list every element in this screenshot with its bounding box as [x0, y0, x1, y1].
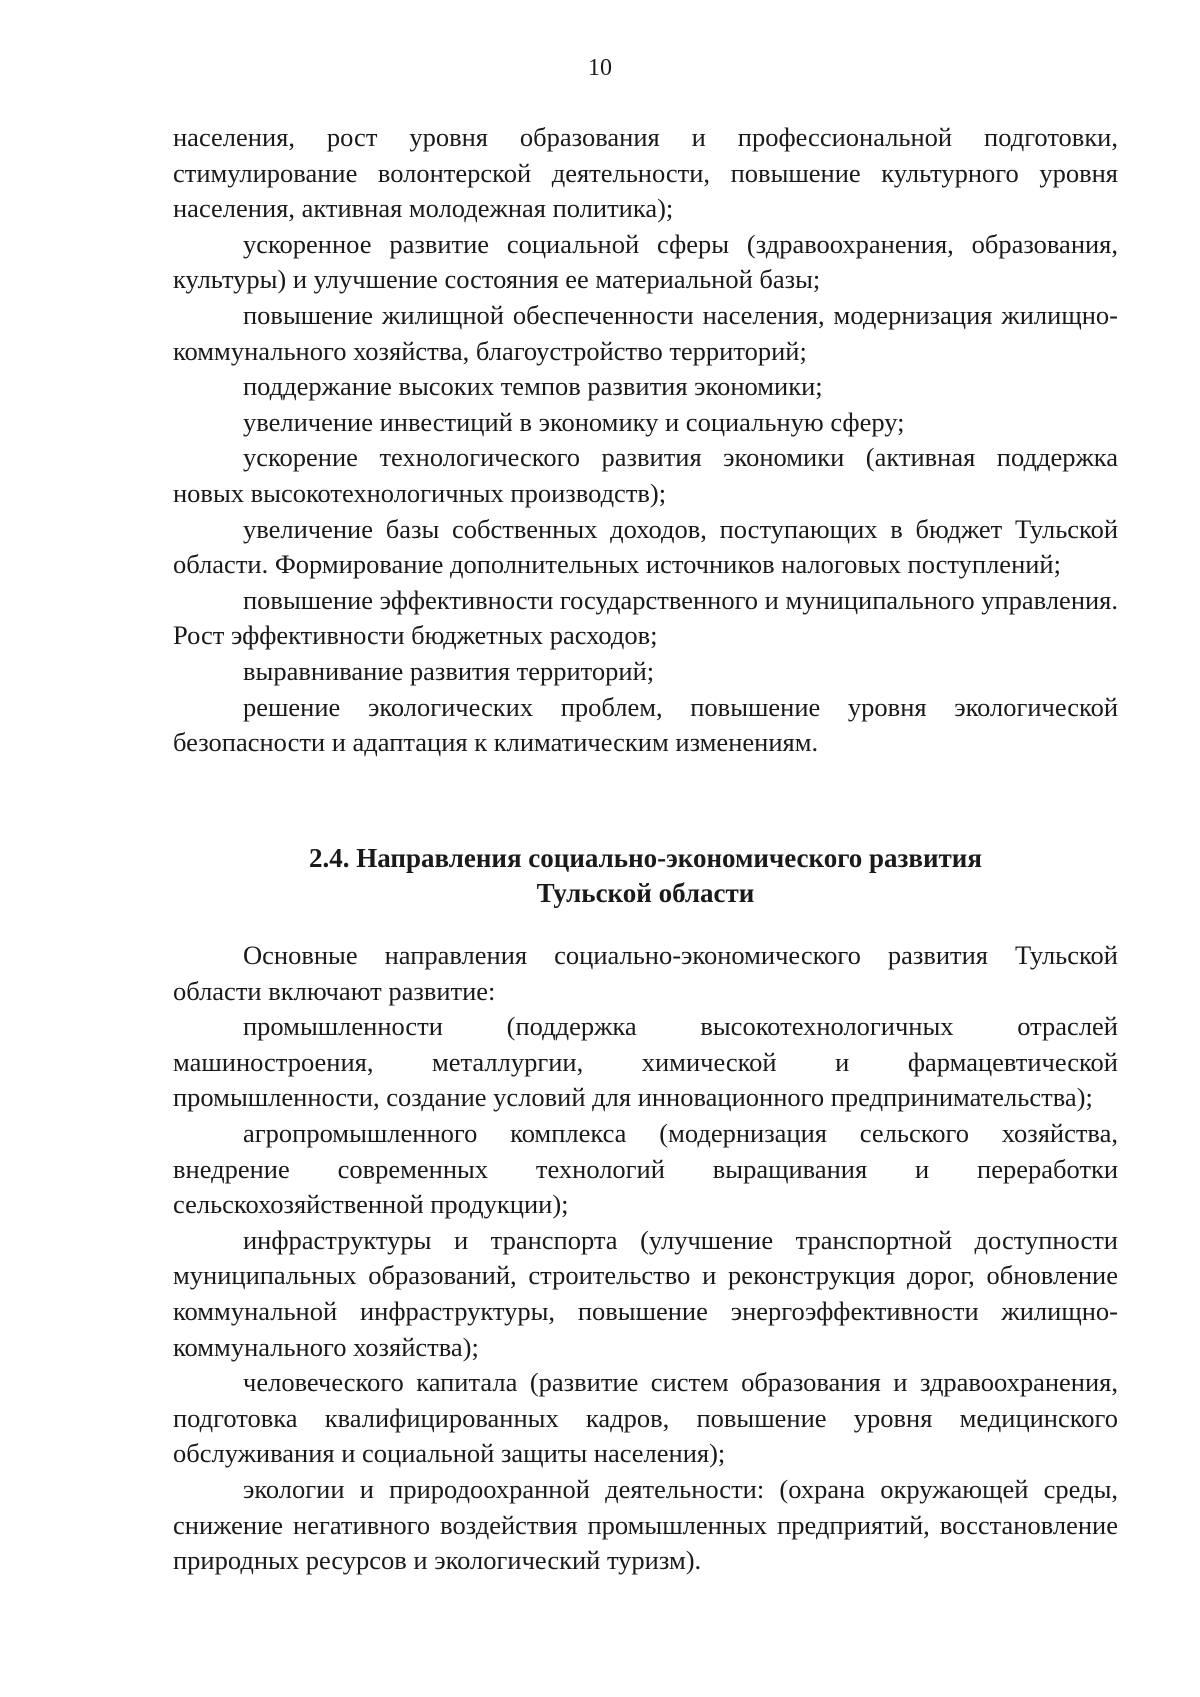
paragraph: человеческого капитала (развитие систем образования и здравоохранения, подготовка квалифицированных кадров, повышение уровня медицинского обслуживания и социальной защиты населения); — [173, 1367, 1118, 1469]
paragraph: увеличение базы собственных доходов, поступающих в бюджет Тульской области. Формирование дополнительных источников налоговых поступлений; — [173, 513, 1118, 580]
paragraph: повышение эффективности государственного и муниципального управления. Рост эффективности бюджетных расходов; — [173, 584, 1118, 651]
paragraph: населения, рост уровня образования и профессиональной подготовки, стимулирование волонтерской деятельности, повышение культурного уровня населения, активная молодежная политика); — [173, 122, 1118, 224]
paragraph: инфраструктуры и транспорта (улучшение транспортной доступности муниципальных образований, строительство и реконструкция дорог, обновление коммунальной инфраструктуры, повышение энергоэффективности жилищно-коммунального хозяйства); — [173, 1224, 1118, 1362]
paragraph: выравнивание развития территорий; — [243, 655, 655, 686]
section-title-line: 2.4. Направления социально-экономического развития — [309, 843, 982, 873]
paragraph: поддержание высоких темпов развития экономики; — [243, 371, 823, 402]
body-text-top — [173, 120, 1118, 761]
paragraph: промышленности (поддержка высокотехнологичных отраслей машиностроения, металлургии, химической и фармацевтической промышленности, создание условий для инновационного предпринимательства); — [173, 1011, 1118, 1113]
paragraph: экологии и природоохранной деятельности: (охрана окружающей среды, снижение негативного воздействия промышленных предприятий, восстановление природных ресурсов и экологический туризм). — [173, 1473, 1118, 1576]
paragraph: агропромышленного комплекса (модернизация сельского хозяйства, внедрение современных технологий выращивания и переработки сельскохозяйственной продукции); — [173, 1117, 1118, 1220]
page-number: 10 — [588, 55, 612, 81]
paragraph: ускоренное развитие социальной сферы (здравоохранения, образования, культуры) и улучшение состояния ее материальной базы; — [173, 228, 1118, 295]
paragraph: решение экологических проблем, повышение уровня экологической безопасности и адаптация к климатическим изменениям. — [173, 691, 1118, 758]
paragraph: повышение жилищной обеспеченности населения, модернизация жилищно-коммунального хозяйства, благоустройство территорий; — [173, 299, 1118, 366]
body-text-bottom — [173, 938, 1118, 1579]
section-title — [173, 841, 1118, 911]
paragraph: ускорение технологического развития экономики (активная поддержка новых высокотехнологичных производств); — [173, 442, 1118, 508]
paragraph: Основные направления социально-экономического развития Тульской области включают развитие: — [173, 940, 1118, 1006]
section-title-line: Тульской области — [536, 878, 755, 908]
paragraph: увеличение инвестиций в экономику и социальную сферу; — [243, 406, 905, 437]
